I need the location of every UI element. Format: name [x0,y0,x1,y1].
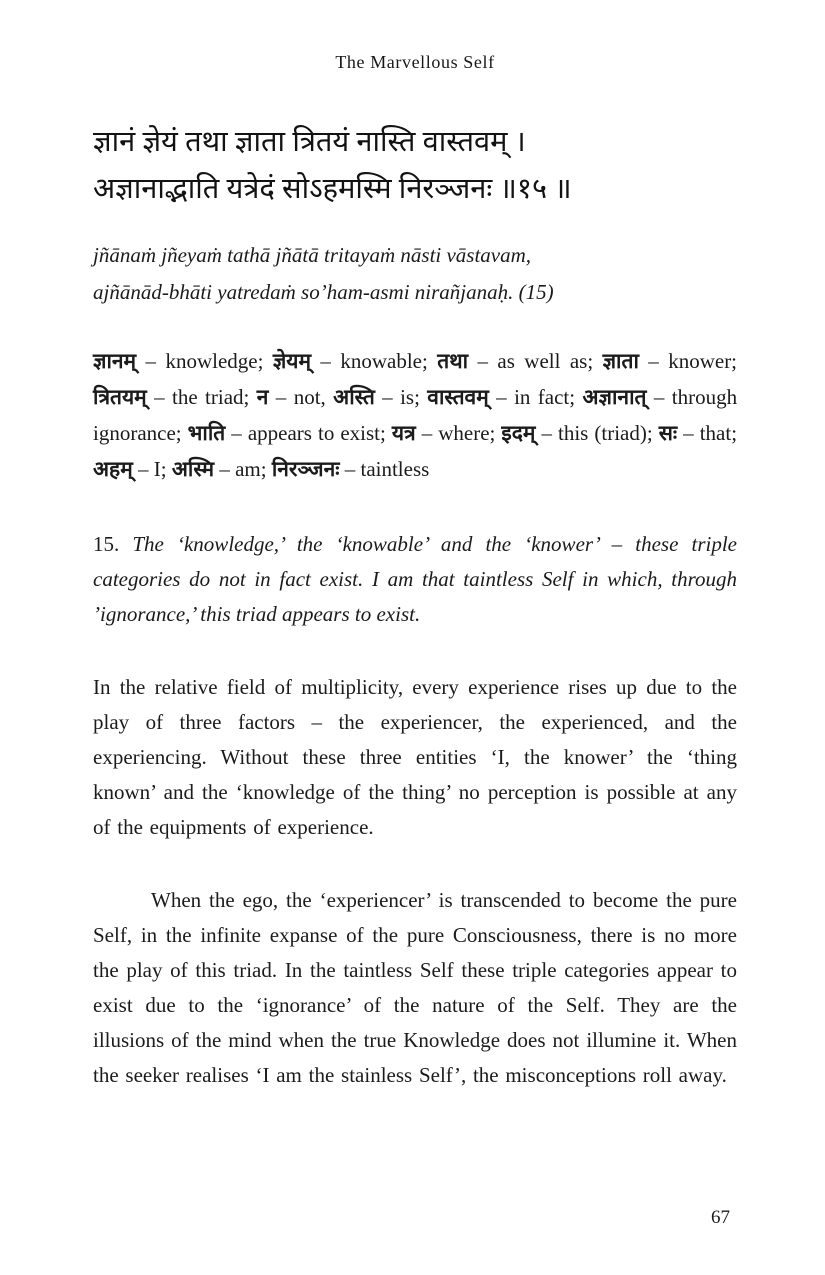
verse-transliteration [93,237,737,311]
sanskrit-term: त्रितयम् [93,385,147,409]
term-meaning: as well as; [497,349,594,373]
word-meanings: ज्ञानम् – knowledge; ज्ञेयम् – knowable; तथा – as well as; ज्ञाता – knower; त्रितयम् – the triad; न – not, अस्ति – is; वास्तवम् – in fact; अज्ञानात् – through ignorance; भाति – appears to exist; यत्र – where; इदम् – this (triad); सः – that; अहम् – I; अस्मि – am; निरञ्जनः – taintless [93,349,738,481]
sanskrit-term: अस्ति [333,385,375,409]
term-meaning: the triad; [172,385,250,409]
sanskrit-term: ज्ञानम् [93,349,137,373]
verse-translation [93,527,737,632]
term-meaning: in fact; [514,385,576,409]
term-meaning: appears to exist; [247,421,386,445]
transliteration-line-1: jñānaṁ jñeyaṁ tathā jñātā tritayaṁ nāsti vāstavam, [93,243,532,267]
term-meaning: through ignorance; [93,385,738,445]
term-meaning: taintless [360,457,430,481]
running-header: The Marvellous Self [335,52,495,72]
sanskrit-term: वास्तवम् [427,385,489,409]
term-meaning: knowable; [340,349,428,373]
sanskrit-term: न [256,385,269,409]
sanskrit-term: ज्ञेयम् [272,349,312,373]
sanskrit-term: निरञ्जनः [271,457,340,481]
verse-translation-text: The ‘knowledge,’ the ‘knowable’ and the ‘knower’ – these triple categories do not in fact exist. I am that taintless Self in which, through ’ignorance,’ this triad appears to exist. [93,532,737,626]
sanskrit-term: भाति [187,421,226,445]
sanskrit-verse-line-2: अज्ञानाद्भाति यत्रेदं सोऽहमस्मि निरञ्जनः ॥१५ ॥ [93,173,572,205]
sanskrit-verse-line-1: ज्ञानं ज्ञेयं तथा ज्ञाता त्रितयं नास्ति वास्तवम् । [93,126,526,158]
sanskrit-term: यत्र [391,421,416,445]
sanskrit-term: अज्ञानात् [582,385,647,409]
term-meaning: I; [153,457,167,481]
sanskrit-term: इदम् [501,421,536,445]
transliteration-line-2: ajñānād-bhāti yatredaṁ so’ham-asmi nirañjanaḥ. (15) [93,280,554,304]
term-meaning: that; [699,421,738,445]
sanskrit-term: तथा [437,349,469,373]
term-meaning: am; [235,457,267,481]
term-meaning: not, [293,385,326,409]
term-meaning: is; [400,385,420,409]
term-meaning: knowledge; [165,349,264,373]
sanskrit-term: अस्मि [171,457,215,481]
sanskrit-term: अहम् [93,457,133,481]
term-meaning: this (triad); [558,421,653,445]
term-meaning: knower; [668,349,738,373]
commentary-paragraph-2: When the ego, the ‘experiencer’ is transcended to become the pure Self, in the infinite expanse of the pure Consciousness, there is no more the play of this triad. In the taintless Self these triple categories appear to exist due to the ‘ignorance’ of the nature of the Self. They are the illusions of the mind when the true Knowledge does not illumine it. When the seeker realises ‘I am the stainless Self’, the misconceptions roll away. [93,888,737,1087]
commentary-paragraph-1: In the relative field of multiplicity, every experience rises up due to the play of three factors – the experiencer, the experienced, and the experiencing. Without these three entities ‘I, the knower’ the ‘thing known’ and the ‘knowledge of the thing’ no perception is possible at any of the equipments of experience. [93,675,737,839]
sanskrit-term: सः [658,421,678,445]
sanskrit-term: ज्ञाता [602,349,639,373]
sanskrit-verse [93,119,737,213]
page-number: 67 [711,1207,730,1228]
verse-number: 15. [93,532,120,556]
term-meaning: where; [438,421,496,445]
